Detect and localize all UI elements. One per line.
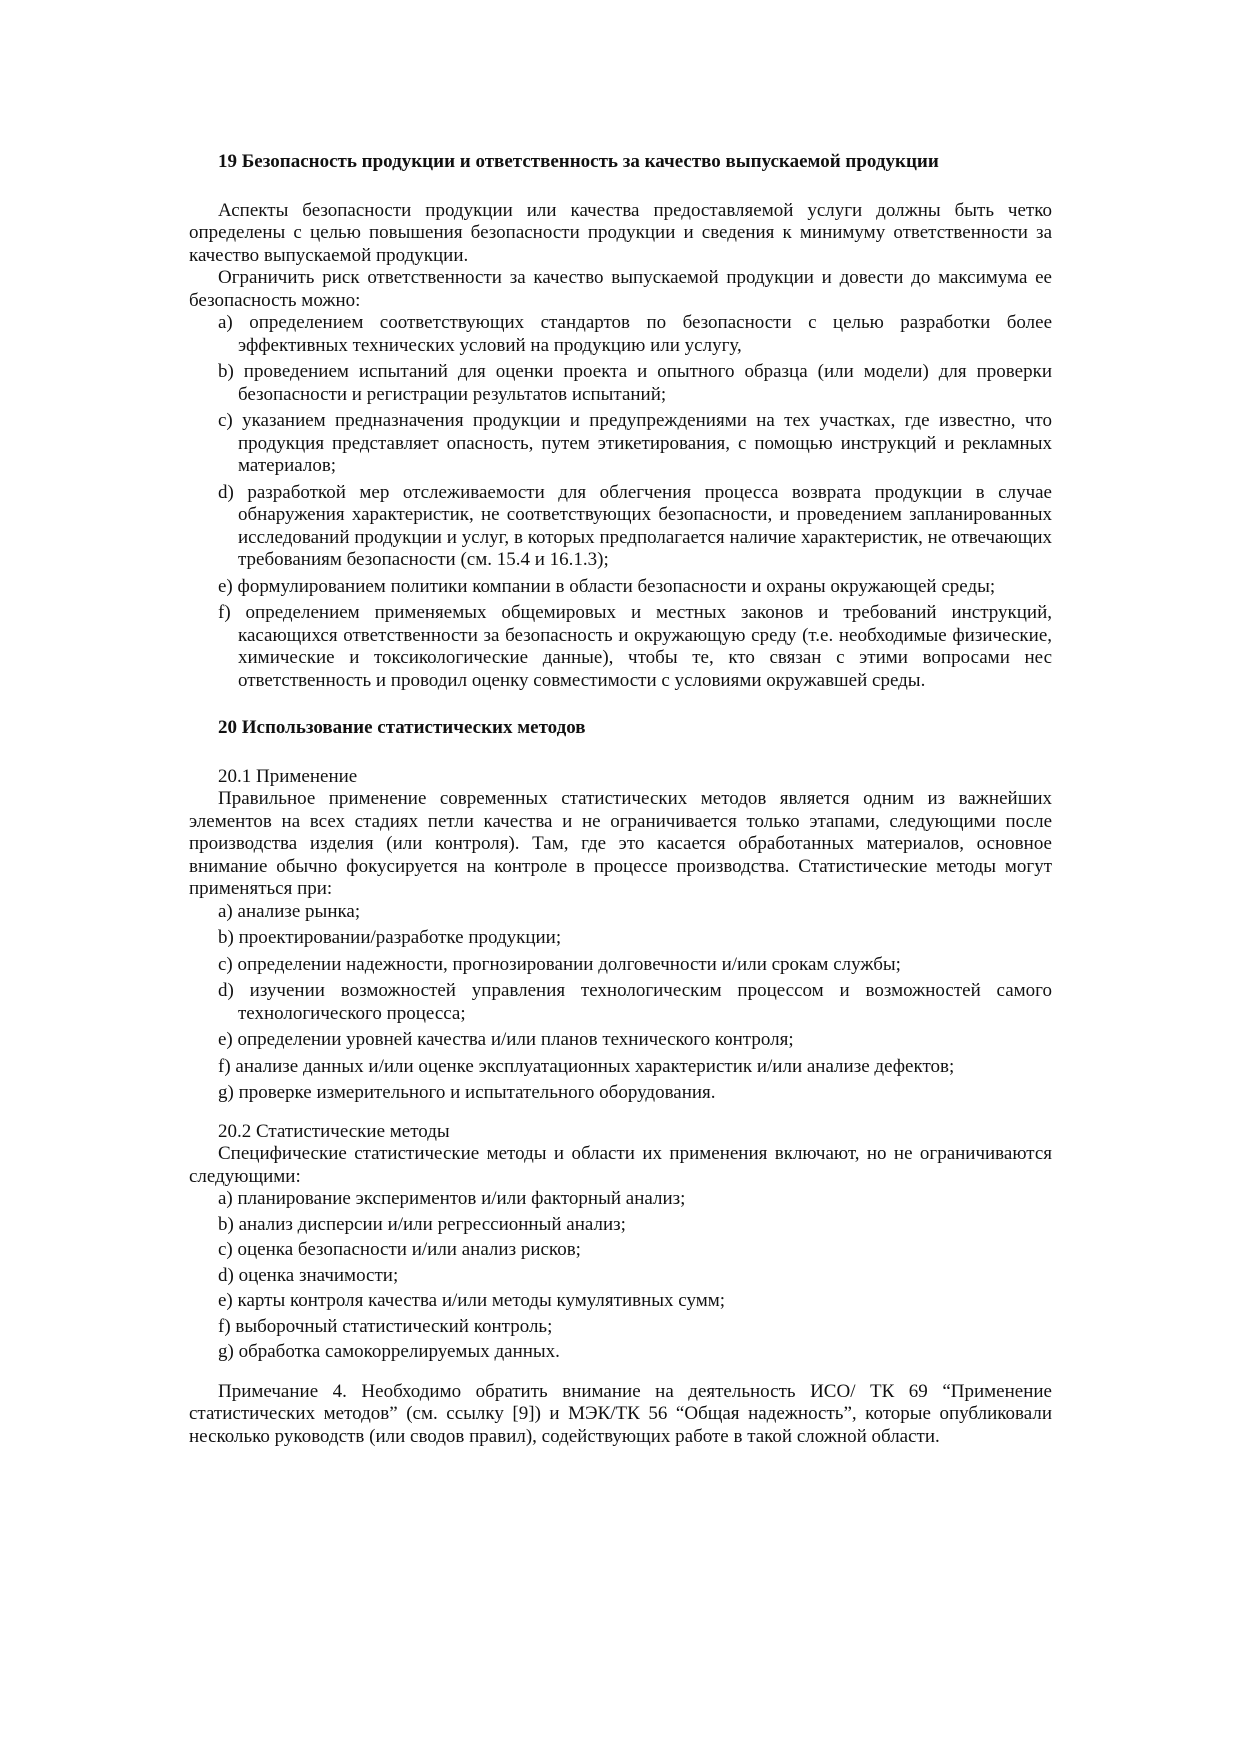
list-item: b) проведением испытаний для оценки проекта и опытного образца (или модели) для проверки безопасности и регистрации результатов испытаний; [218,361,1052,405]
spacer [189,1109,1052,1121]
list-item: b) анализ дисперсии и/или регрессионный анализ; [218,1213,626,1235]
subsection-20-2-paragraph: Специфические статистические методы и области их применения включают, но не ограничиваются следующими: [189,1143,1052,1187]
list-item: g) проверке измерительного и испытательного оборудования. [218,1082,716,1103]
section-19-paragraph-2: Ограничить риск ответственности за качество выпускаемой продукции и довести до максимума ее безопасность можно: [189,267,1052,311]
subsection-20-1-paragraph: Правильное применение современных статистических методов является одним из важнейших элементов на всех стадиях петли качества и не ограничивается только этапами, следующими после производства изделия (или контроля). Там, где это касается обработанных материалов, основное внимание обычно фокусируется на контроле в процессе производства. Статистические методы могут применяться при: [189,788,1052,899]
subsection-20-1-list [189,901,1052,1105]
list-item: b) проектировании/разработке продукции; [218,927,562,948]
section-19-list [189,312,1052,692]
section-20-heading: 20 Использование статистических методов [218,717,586,738]
list-item: e) формулированием политики компании в области безопасности и охраны окружающей среды; [218,575,996,597]
list-item: c) оценка безопасности и/или анализ рисков; [218,1239,581,1260]
list-item: f) определением применяемых общемировых и местных законов и требований инструкций, касающихся ответственности за безопасность и окружающую среду (т.е. необходимые физические, химические и токсикологические данные), чтобы те, кто связан с этими вопросами нес ответственность и проводил оценку совместимости с условиями окружавшей среды. [218,602,1052,691]
list-item: g) обработка самокоррелируемых данных. [218,1341,560,1362]
subsection-20-2-list [189,1188,1052,1364]
list-item: d) разработкой мер отслеживаемости для облегчения процесса возврата продукции в случае обнаружения характеристик, не соответствующих безопасности, и проведением запланированных исследований продукции и услуг, в которых предполагается наличие характеристик, не отвечающих требованиям безопасности (см. 15.4 и 16.1.3); [218,481,1052,570]
document-body [189,151,1052,1448]
subsection-20-1-title: 20.1 Применение [218,765,358,787]
list-item: a) анализе рынка; [218,900,361,922]
list-item: e) определении уровней качества и/или планов технического контроля; [218,1029,794,1050]
list-item: f) анализе данных и/или оценке эксплуатационных характеристик и/или анализе дефектов; [218,1055,955,1077]
list-item: c) определении надежности, прогнозировании долговечности и/или срокам службы; [218,953,901,975]
subsection-20-2-title: 20.2 Статистические методы [218,1120,450,1142]
section-19-paragraph-1: Аспекты безопасности продукции или качества предоставляемой услуги должны быть четко определены с целью повышения безопасности продукции и сведения к минимуму ответственности за качество выпускаемой продукции. [189,199,1052,266]
section-19-heading: 19 Безопасность продукции и ответственность за качество выпускаемой продукции [218,151,939,172]
list-item: f) выборочный статистический контроль; [218,1315,553,1337]
note-4: Примечание 4. Необходимо обратить внимание на деятельность ИСО/ ТК 69 “Применение статистических методов” (см. ссылку [9]) и МЭК/ТК 56 “Общая надежность”, которые опубликовали несколько руководств (или сводов правил), содействующих работе в такой сложной области. [189,1380,1052,1447]
list-item: d) оценка значимости; [218,1264,399,1286]
list-item: a) планирование экспериментов и/или факторный анализ; [218,1188,686,1209]
list-item: a) определением соответствующих стандартов по безопасности с целью разработки более эффективных технических условий на продукцию или услугу, [218,312,1052,356]
spacer [189,1367,1052,1381]
list-item: d) изучении возможностей управления технологическим процессом и возможностей самого технологического процесса; [218,980,1052,1024]
list-item: c) указанием предназначения продукции и предупреждениями на тех участках, где известно, что продукция представляет опасность, путем этикетирования, с помощью инструкций и рекламных материалов; [218,410,1052,476]
list-item: e) карты контроля качества и/или методы кумулятивных сумм; [218,1290,726,1311]
